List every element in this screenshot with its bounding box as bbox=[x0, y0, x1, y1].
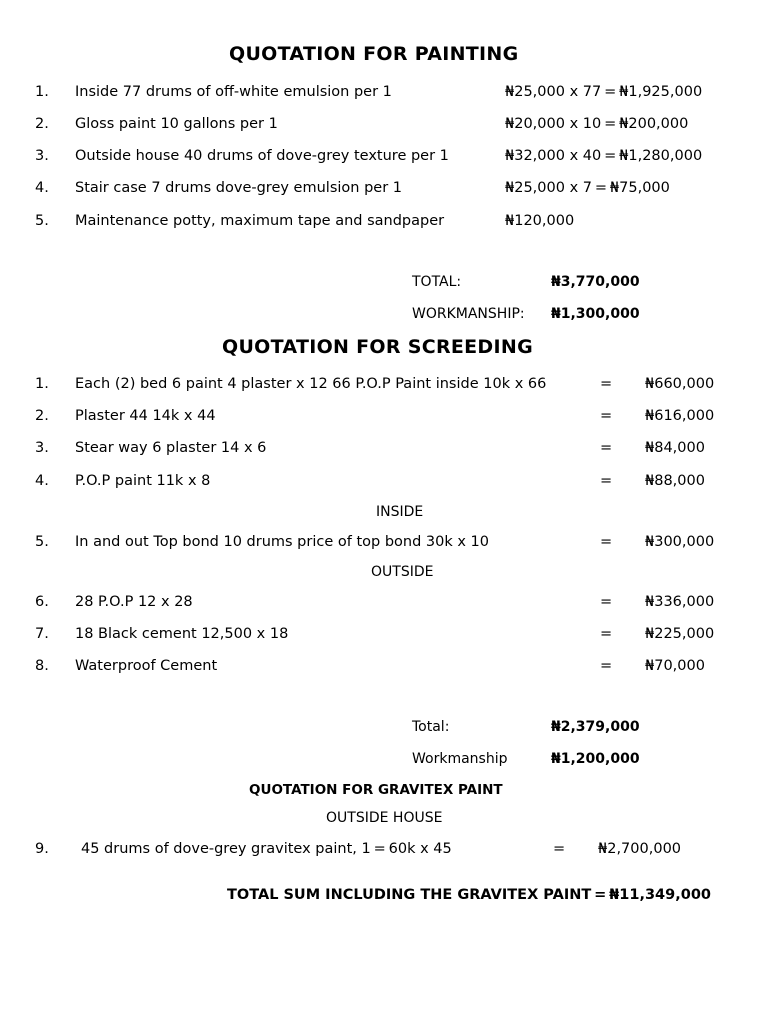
screeding-item-amount: ₦70,000 bbox=[645, 658, 705, 674]
screeding-total-label: Total: bbox=[412, 719, 450, 735]
painting-item-calculation: ₦120,000 bbox=[505, 213, 575, 229]
gravitex-item-description: 45 drums of dove-grey gravitex paint, 1 = 60k x 45 bbox=[81, 841, 452, 857]
painting-item-number: 4. bbox=[35, 180, 49, 196]
screeding-item-number: 5. bbox=[35, 534, 49, 550]
screeding-item-amount: ₦300,000 bbox=[645, 534, 715, 550]
painting-item-description: Stair case 7 drums dove-grey emulsion per 1 bbox=[75, 180, 403, 196]
screeding-item-amount: ₦616,000 bbox=[645, 408, 715, 424]
screeding-item-equals: = bbox=[600, 534, 613, 550]
screeding-item-equals: = bbox=[600, 376, 613, 392]
gravitex-subtitle: OUTSIDE HOUSE bbox=[326, 810, 443, 826]
screeding-item-description: Plaster 44 14k x 44 bbox=[75, 408, 216, 424]
screeding-item-number: 1. bbox=[35, 376, 49, 392]
painting-item-calculation: ₦20,000 x 10 = ₦200,000 bbox=[505, 116, 689, 132]
screeding-item-equals: = bbox=[600, 440, 613, 456]
inside-subheading: INSIDE bbox=[376, 504, 424, 520]
screeding-item-equals: = bbox=[600, 658, 613, 674]
painting-item-number: 2. bbox=[35, 116, 49, 132]
screeding-item-description: Stear way 6 plaster 14 x 6 bbox=[75, 440, 267, 456]
screeding-item-description: P.O.P paint 11k x 8 bbox=[75, 473, 211, 489]
painting-title: QUOTATION FOR PAINTING bbox=[229, 43, 519, 65]
screeding-item-number: 3. bbox=[35, 440, 49, 456]
gravitex-title: QUOTATION FOR GRAVITEX PAINT bbox=[249, 782, 503, 798]
screeding-item-amount: ₦336,000 bbox=[645, 594, 715, 610]
screeding-item-amount: ₦84,000 bbox=[645, 440, 705, 456]
painting-item-calculation: ₦25,000 x 7 = ₦75,000 bbox=[505, 180, 670, 196]
screeding-item-number: 2. bbox=[35, 408, 49, 424]
painting-item-number: 5. bbox=[35, 213, 49, 229]
painting-item-description: Gloss paint 10 gallons per 1 bbox=[75, 116, 278, 132]
painting-item-calculation: ₦25,000 x 77 = ₦1,925,000 bbox=[505, 84, 703, 100]
screeding-item-number: 4. bbox=[35, 473, 49, 489]
screeding-total-value: ₦2,379,000 bbox=[551, 719, 640, 735]
screeding-item-equals: = bbox=[600, 408, 613, 424]
painting-item-description: Outside house 40 drums of dove-grey texture per 1 bbox=[75, 148, 449, 164]
gravitex-item-number: 9. bbox=[35, 841, 49, 857]
screeding-item-equals: = bbox=[600, 473, 613, 489]
screeding-item-description: In and out Top bond 10 drums price of top bond 30k x 10 bbox=[75, 534, 490, 550]
gravitex-item-equals: = bbox=[553, 841, 566, 857]
painting-total-label: TOTAL: bbox=[412, 274, 462, 290]
painting-total-value: ₦3,770,000 bbox=[551, 274, 640, 290]
screeding-item-description: Each (2) bed 6 paint 4 plaster x 12 66 P.O.P Paint inside 10k x 66 bbox=[75, 376, 547, 392]
screeding-item-number: 6. bbox=[35, 594, 49, 610]
grand-total: TOTAL SUM INCLUDING THE GRAVITEX PAINT = ₦11,349,000 bbox=[227, 887, 711, 903]
screeding-workmanship-label: Workmanship bbox=[412, 751, 508, 767]
screeding-item-amount: ₦88,000 bbox=[645, 473, 705, 489]
screeding-item-description: 28 P.O.P 12 x 28 bbox=[75, 594, 193, 610]
screeding-item-number: 8. bbox=[35, 658, 49, 674]
painting-item-description: Inside 77 drums of off-white emulsion per 1 bbox=[75, 84, 392, 100]
screeding-item-number: 7. bbox=[35, 626, 49, 642]
painting-workmanship-label: WORKMANSHIP: bbox=[412, 306, 525, 322]
outside-subheading: OUTSIDE bbox=[371, 564, 434, 580]
gravitex-item-amount: ₦2,700,000 bbox=[598, 841, 682, 857]
screeding-item-description: Waterproof Cement bbox=[75, 658, 218, 674]
screeding-workmanship-value: ₦1,200,000 bbox=[551, 751, 640, 767]
painting-item-calculation: ₦32,000 x 40 = ₦1,280,000 bbox=[505, 148, 703, 164]
painting-item-description: Maintenance potty, maximum tape and sandpaper bbox=[75, 213, 445, 229]
painting-item-number: 3. bbox=[35, 148, 49, 164]
screeding-title: QUOTATION FOR SCREEDING bbox=[222, 336, 533, 358]
screeding-item-description: 18 Black cement 12,500 x 18 bbox=[75, 626, 289, 642]
screeding-item-equals: = bbox=[600, 626, 613, 642]
painting-item-number: 1. bbox=[35, 84, 49, 100]
painting-workmanship-value: ₦1,300,000 bbox=[551, 306, 640, 322]
screeding-item-amount: ₦225,000 bbox=[645, 626, 715, 642]
screeding-item-equals: = bbox=[600, 594, 613, 610]
screeding-item-amount: ₦660,000 bbox=[645, 376, 715, 392]
